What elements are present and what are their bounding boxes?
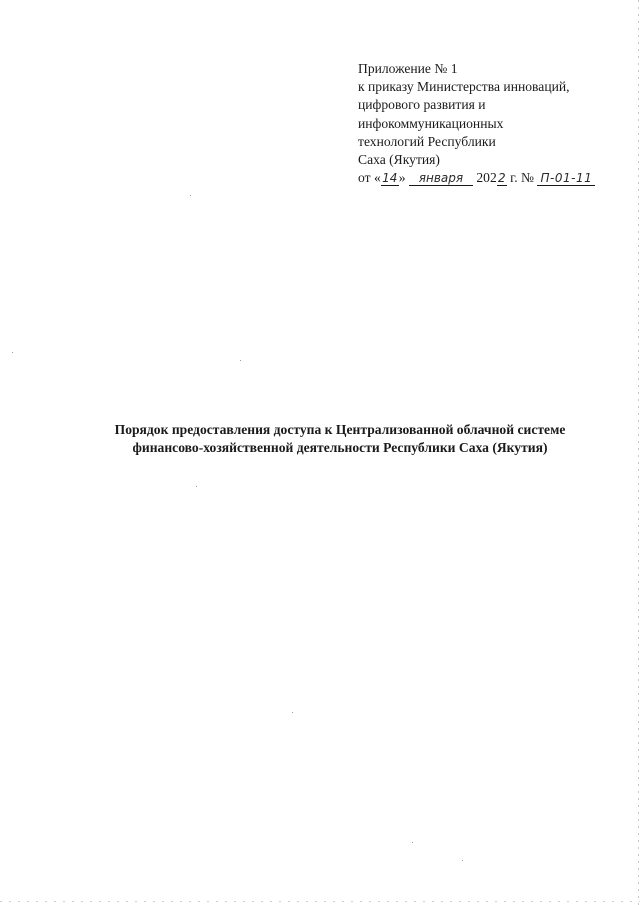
scan-speck (412, 842, 413, 843)
appendix-ministry-line-3: технологий Республики (358, 133, 496, 149)
handwritten-month: января (409, 171, 473, 186)
handwritten-order-number: П-01-11 (537, 171, 595, 186)
title-line-1: Порядок предоставления доступа к Централизованной облачной системе (114, 422, 566, 437)
appendix-ministry-line-1: цифрового развития и (358, 97, 486, 113)
scan-speck (196, 486, 197, 487)
scan-speck (462, 860, 463, 861)
date-year-prefix: 202 (476, 170, 497, 186)
scan-speck (12, 352, 13, 353)
handwritten-day: 14 (382, 171, 398, 186)
scan-speck (240, 360, 241, 361)
appendix-ministry-line-2: инфокоммуникационных (358, 115, 504, 131)
appendix-number: Приложение № 1 (358, 61, 458, 76)
scan-speck (190, 195, 191, 196)
date-quote-close: » (398, 170, 406, 186)
order-number-prefix: г. № (510, 170, 534, 186)
order-date-line (358, 169, 628, 187)
scan-edge-bottom (0, 901, 640, 902)
handwritten-year-digit: 2 (497, 171, 506, 186)
appendix-order-reference: к приказу Министерства инноваций, (358, 79, 570, 95)
title-line-2: финансово-хозяйственной деятельности Республики Саха (Якутия) (132, 439, 548, 455)
appendix-header (358, 60, 628, 187)
date-prefix: от « (358, 170, 381, 186)
scan-speck (292, 712, 293, 713)
document-title (70, 421, 610, 456)
appendix-region: Саха (Якутия) (358, 152, 440, 168)
scan-edge-right (638, 0, 639, 905)
